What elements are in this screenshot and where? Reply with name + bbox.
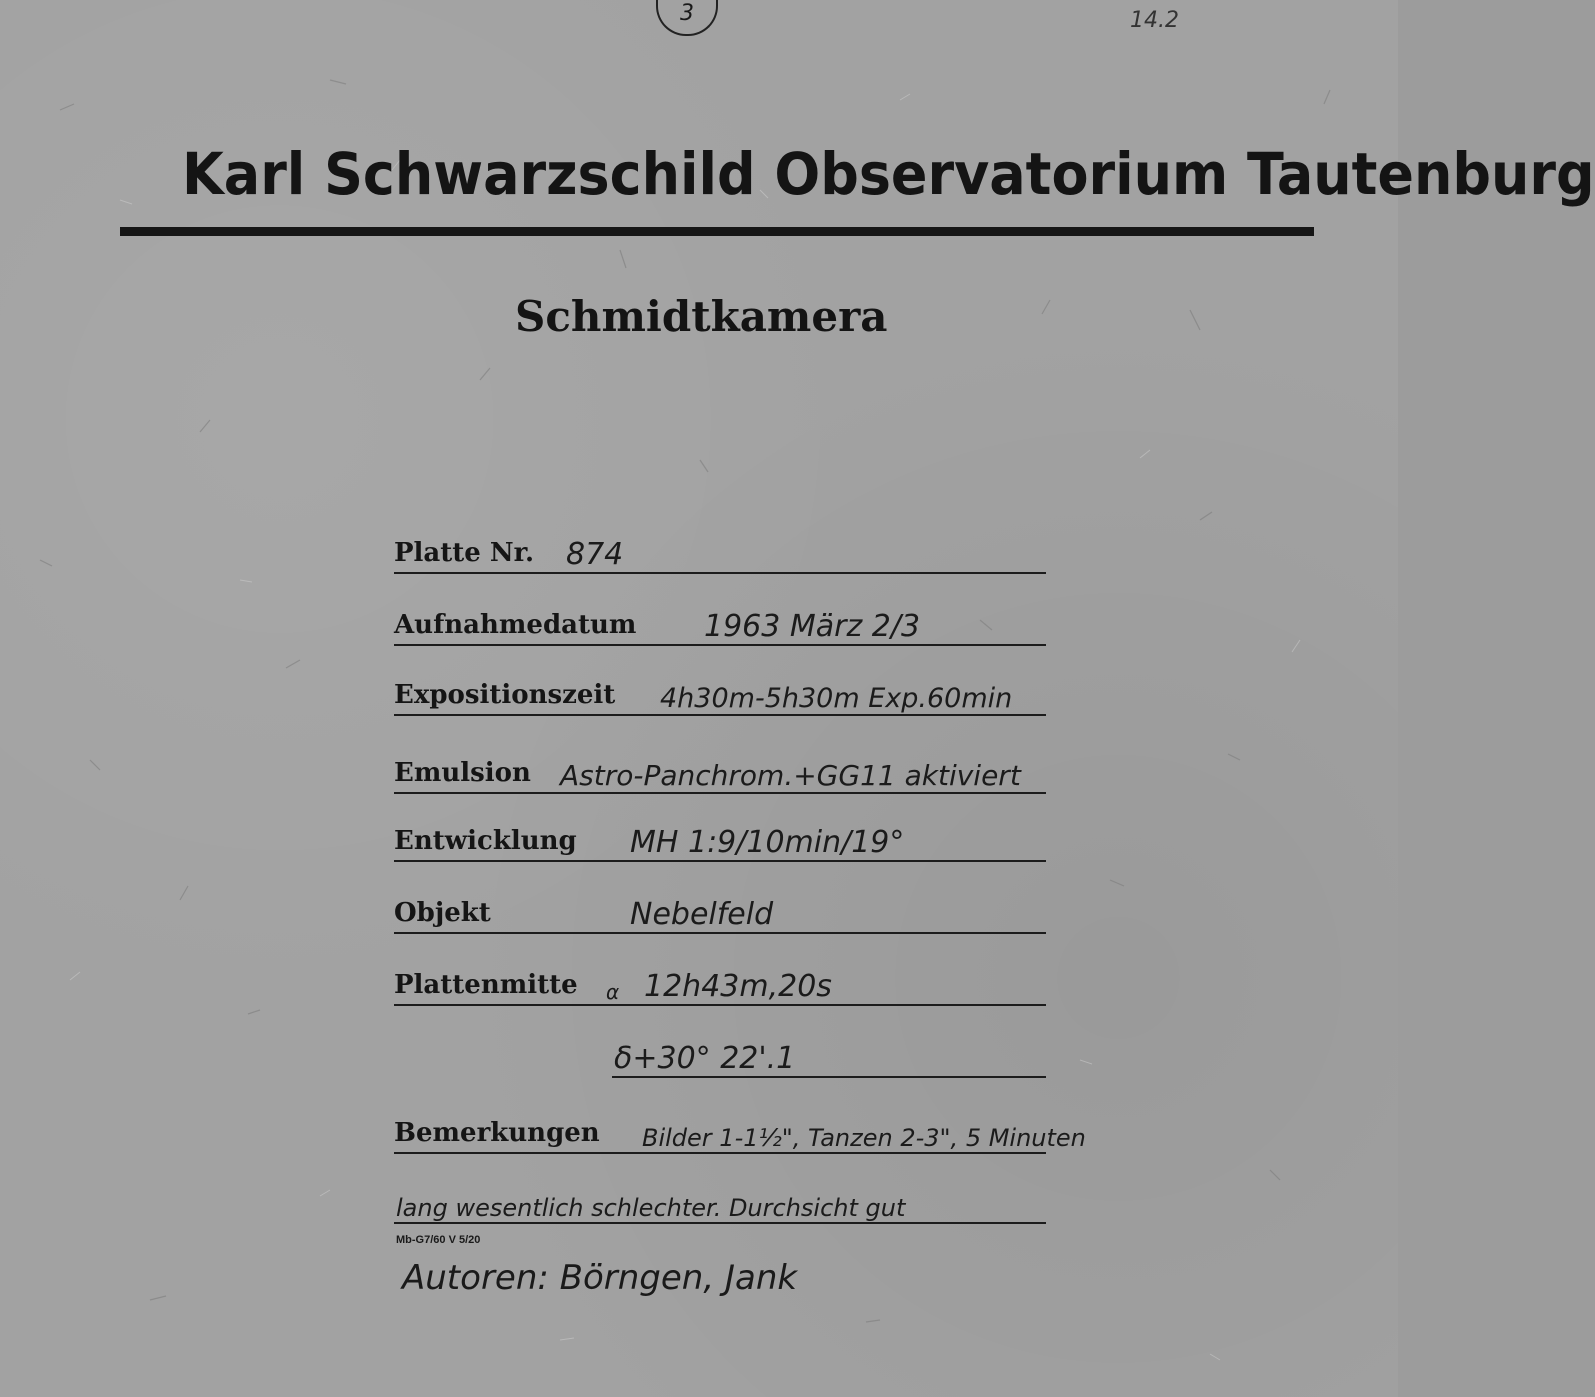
- circled-number-text: 3: [680, 1, 694, 26]
- field-label: Aufnahmedatum: [394, 610, 637, 640]
- field-value: Nebelfeld: [630, 897, 774, 932]
- field-value-delta: δ+30° 22'.1: [614, 1041, 796, 1076]
- field-value: MH 1:9/10min/19°: [630, 825, 905, 860]
- title-divider: [120, 227, 1314, 236]
- page-subtitle: Schmidtkamera: [515, 292, 888, 341]
- field-bemerkungen-continued: [394, 1178, 1046, 1224]
- page-title: Karl Schwarzschild Observatorium Tautenburg: [182, 140, 1595, 208]
- field-value-alpha: 12h43m,20s: [644, 969, 832, 1004]
- field-label: Objekt: [394, 898, 491, 928]
- field-value-line1: Bilder 1-1½", Tanzen 2-3", 5 Minuten: [642, 1124, 1086, 1152]
- field-platte-nr: [394, 528, 1046, 574]
- field-entwicklung: [394, 816, 1046, 862]
- field-underline: [394, 572, 1046, 574]
- corner-note: 14.2: [1130, 8, 1179, 33]
- field-underline: [394, 1152, 1046, 1154]
- field-label: Plattenmitte: [394, 970, 578, 1000]
- form-code: Mb-G7/60 V 5/20: [396, 1234, 481, 1246]
- field-label: Expositionszeit: [394, 680, 616, 710]
- field-emulsion: [394, 748, 1046, 794]
- field-underline: [394, 860, 1046, 862]
- field-value: 1963 März 2/3: [704, 609, 921, 644]
- field-plattenmitte-delta: [612, 1032, 1046, 1078]
- field-value: Astro-Panchrom.+GG11 aktiviert: [560, 759, 1021, 792]
- field-underline: [394, 932, 1046, 934]
- field-value: 874: [566, 537, 624, 572]
- field-label: Platte Nr.: [394, 538, 535, 568]
- field-value: 4h30m-5h30m Exp.60min: [660, 683, 1013, 714]
- field-underline: [394, 714, 1046, 716]
- field-value-line2: lang wesentlich schlechter. Durchsicht gut: [396, 1194, 906, 1222]
- field-underline: [394, 792, 1046, 794]
- field-expositionszeit: [394, 670, 1046, 716]
- authors-note: Autoren: Börngen, Jank: [402, 1258, 798, 1298]
- field-underline: [394, 1222, 1046, 1224]
- field-underline: [394, 1004, 1046, 1006]
- field-label: Entwicklung: [394, 826, 577, 856]
- field-underline: [394, 644, 1046, 646]
- field-alpha-symbol: α: [606, 980, 620, 1004]
- field-label: Emulsion: [394, 758, 531, 788]
- field-underline: [612, 1076, 1046, 1078]
- field-plattenmitte: [394, 960, 1046, 1006]
- field-label: Bemerkungen: [394, 1118, 600, 1148]
- field-aufnahmedatum: [394, 600, 1046, 646]
- field-bemerkungen: [394, 1108, 1086, 1154]
- field-objekt: [394, 888, 1046, 934]
